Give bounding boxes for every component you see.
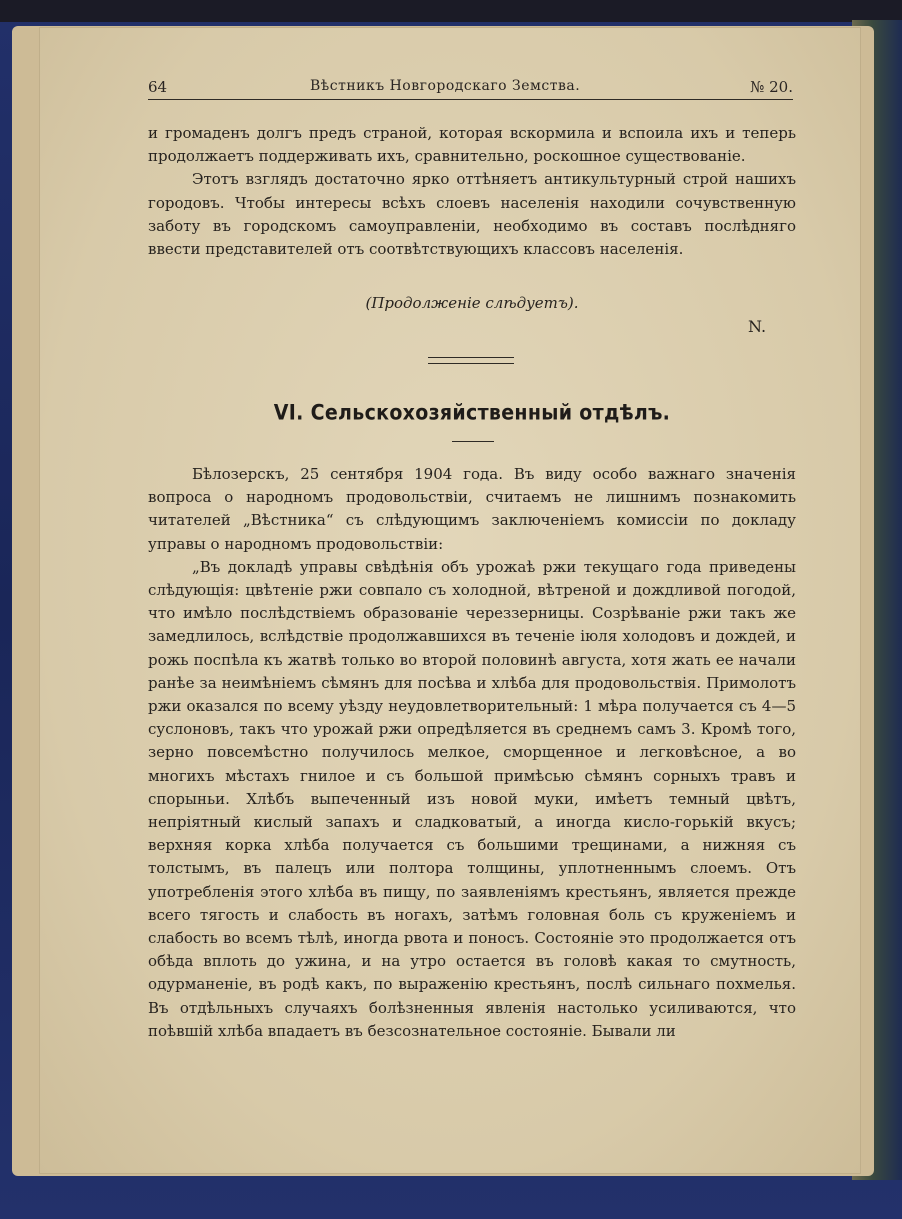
header-rule <box>148 99 793 100</box>
running-header <box>110 76 793 98</box>
author-signature: N. <box>748 317 767 336</box>
cover-top-edge <box>0 0 902 22</box>
paragraph: „Въ докладѣ управы свѣдѣнія объ урожаѣ ржи текущаго года приведены слѣдующія: цвѣтеніе ржи совпало съ холодной, вѣтреной и дождливой погодой, что имѣло послѣдствіемъ образованіе череззерницы. Созрѣваніе ржи такъ же замедлилось, вслѣдствіе продолжавшихся въ теченіе іюля холодовъ и дождей, и рожь поспѣла къ жатвѣ только во второй половинѣ августа, хотя жать ее начали ранѣе за неимѣніемъ сѣмянъ для посѣва и хлѣба для продовольствія. Примолотъ ржи оказался по всему уѣзду неудовлетворительный: 1 мѣра получается съ 4—5 суслоновъ, такъ что урожай ржи опредѣляется въ среднемъ самъ 3. Кромѣ того, зерно повсемѣстно получилось мелкое, сморщенное и легковѣсное, а во многихъ мѣстахъ гнилое и съ большой примѣсью сѣмянъ сорныхъ травъ и спорыньи. Хлѣбъ выпеченный изъ новой муки, имѣетъ темный цвѣтъ, непріятный кислый запахъ и сладковатый, а иногда кисло-горькій вкусъ; верхняя корка хлѣба получается съ большими трещинами, а нижняя съ толстымъ, въ палецъ или полтора толщины, уплотненнымъ слоемъ. Отъ употребленія этого хлѣба въ пищу, по заявленіямъ крестьянъ, является прежде всего тягость и слабость въ ногахъ, затѣмъ головная боль съ круженіемъ и слабость во всемъ тѣлѣ, иногда рвота и поносъ. Состояніе это продолжается отъ обѣда вплоть до ужина, и на утро остается въ головѣ какая то смутность, одурманеніе, въ родѣ какъ, по выраженію крестьянъ, послѣ сильнаго похмелья. Въ отдѣльныхъ случаяхъ болѣзненныя явленія настолько усиливаются, что поѣвшій хлѣба впадаетъ въ безсознательное состояніе. Бывали ли <box>148 557 796 1040</box>
paragraph: Бѣлозерскъ, 25 сентября 1904 года. Въ виду особо важнаго значенія вопроса о народномъ продовольствіи, считаемъ не лишнимъ познакомить читателей „Вѣстника“ съ слѣдующимъ заключеніемъ комиссіи по докладу управы о народномъ продовольствіи: <box>148 465 796 553</box>
section-body <box>148 463 796 1043</box>
section-divider <box>428 357 514 364</box>
issue-number: № 20. <box>750 78 793 96</box>
section-heading: VI. Сельскохозяйственный отдѣлъ. <box>273 400 671 426</box>
continued-note: (Продолженіе слѣдуетъ). <box>365 294 579 312</box>
journal-title: Вѣстникъ Новгородскаго Земства. <box>310 78 581 94</box>
paragraph: и громаденъ долгъ предъ страной, которая вскормила и вспоила ихъ и теперь продолжаетъ поддерживать ихъ, сравнительно, роскошное существованіе. <box>148 124 796 166</box>
heading-rule <box>452 441 494 442</box>
page-number: 64 <box>148 78 168 96</box>
article-end-text <box>148 122 796 261</box>
paragraph: Этотъ взглядъ достаточно ярко оттѣняетъ антикультурный строй нашихъ городовъ. Чтобы интересы всѣхъ слоевъ населенія находили сочувственную заботу въ городскомъ самоуправленіи, необходимо въ составъ послѣдняго ввести представителей отъ соотвѣтствующихъ классовъ населенія. <box>148 170 796 259</box>
